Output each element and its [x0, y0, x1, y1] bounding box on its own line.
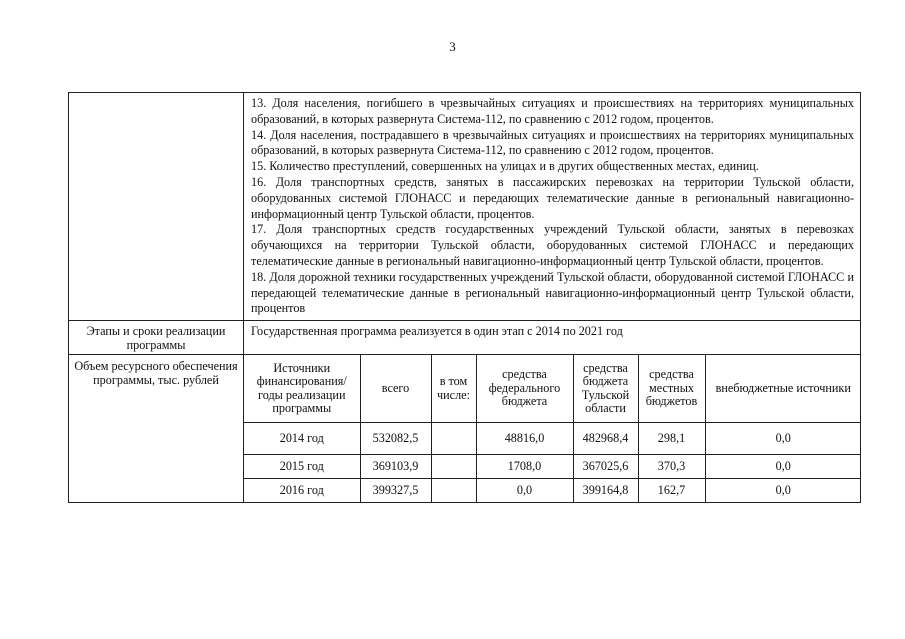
stages-value-cell — [244, 321, 861, 355]
header-source: Источники финансирования/ годы реализации программы — [256, 360, 347, 416]
table-row — [244, 423, 861, 455]
stages-row — [69, 321, 861, 355]
year-cell: 2016 год — [244, 479, 360, 503]
header-regional: средства бюджета Тульской области — [573, 355, 638, 423]
stages-label-cell — [69, 321, 244, 355]
table-row — [244, 455, 861, 479]
local-cell: 298,1 — [638, 423, 705, 455]
header-incl: в том числе: — [431, 355, 476, 423]
passport-table — [68, 92, 861, 503]
local-cell: 162,7 — [638, 479, 705, 503]
funding-label: Объем ресурсного обеспечения программы, тыс. рублей — [74, 359, 238, 387]
indicator-item: 18. Доля дорожной техники государственных учреждений Тульской области, оборудованной системой ГЛОНАСС и передающей телематические данные в региональный навигационно-информационный центр Тульской области, процентов — [251, 269, 854, 316]
regional-cell: 367025,6 — [573, 455, 638, 479]
federal-cell: 1708,0 — [476, 455, 573, 479]
indicator-item: 17. Доля транспортных средств государственных учреждений Тульской области, занятых в перевозках обучающихся на территории Тульской области, оборудованных системой ГЛОНАСС и передающих телематические данные в региональный навигационно-информационный центр Тульской области, процентов. — [251, 222, 854, 268]
indicators-label-cell — [69, 93, 244, 321]
regional-cell: 399164,8 — [573, 479, 638, 503]
funding-label-cell — [69, 355, 244, 503]
offbudget-cell: 0,0 — [705, 423, 861, 455]
federal-cell: 48816,0 — [476, 423, 573, 455]
total-cell: 399327,5 — [360, 479, 431, 503]
indicator-item: 16. Доля транспортных средств, занятых в пассажирских перевозках на территории Тульской области, оборудованных системой ГЛОНАСС и передающих телематические данные в региональный навигационно-информационный центр Тульской области, процентов. — [251, 174, 854, 221]
funding-row — [69, 355, 861, 503]
header-federal: средства федерального бюджета — [476, 355, 573, 423]
funding-header-row — [244, 355, 861, 423]
header-local: средства местных бюджетов — [638, 355, 705, 423]
incl-cell — [431, 479, 476, 503]
funding-cell — [244, 355, 861, 503]
total-cell: 369103,9 — [360, 455, 431, 479]
stages-label: Этапы и сроки реализации программы — [86, 324, 226, 352]
indicator-item: 14. Доля населения, пострадавшего в чрезвычайных ситуациях и происшествиях на территориях муниципальных образований, в которых развернута Система-112, по сравнению с 2012 годом, процентов. — [251, 127, 854, 158]
federal-cell: 0,0 — [476, 479, 573, 503]
total-cell: 532082,5 — [360, 423, 431, 455]
indicator-item: 13. Доля населения, погибшего в чрезвычайных ситуациях и происшествиях на территориях муниципальных образований, в которых развернута Система-112, по сравнению с 2012 годом, процентов. — [251, 96, 854, 126]
offbudget-cell: 0,0 — [705, 479, 861, 503]
funding-table — [244, 355, 861, 502]
regional-cell: 482968,4 — [573, 423, 638, 455]
page-number: 3 — [449, 39, 456, 54]
local-cell: 370,3 — [638, 455, 705, 479]
table-row — [244, 479, 861, 503]
offbudget-cell: 0,0 — [705, 455, 861, 479]
indicators-row — [69, 93, 861, 321]
incl-cell — [431, 455, 476, 479]
indicators-cell — [244, 93, 861, 321]
year-cell: 2015 год — [244, 455, 360, 479]
header-total: всего — [360, 355, 431, 423]
header-offbudget: внебюджетные источники — [705, 355, 861, 423]
incl-cell — [431, 423, 476, 455]
indicator-item: 15. Количество преступлений, совершенных на улицах и в других общественных местах, единиц. — [251, 159, 759, 174]
stages-value: Государственная программа реализуется в один этап с 2014 по 2021 год — [251, 324, 623, 339]
year-cell: 2014 год — [244, 423, 360, 455]
